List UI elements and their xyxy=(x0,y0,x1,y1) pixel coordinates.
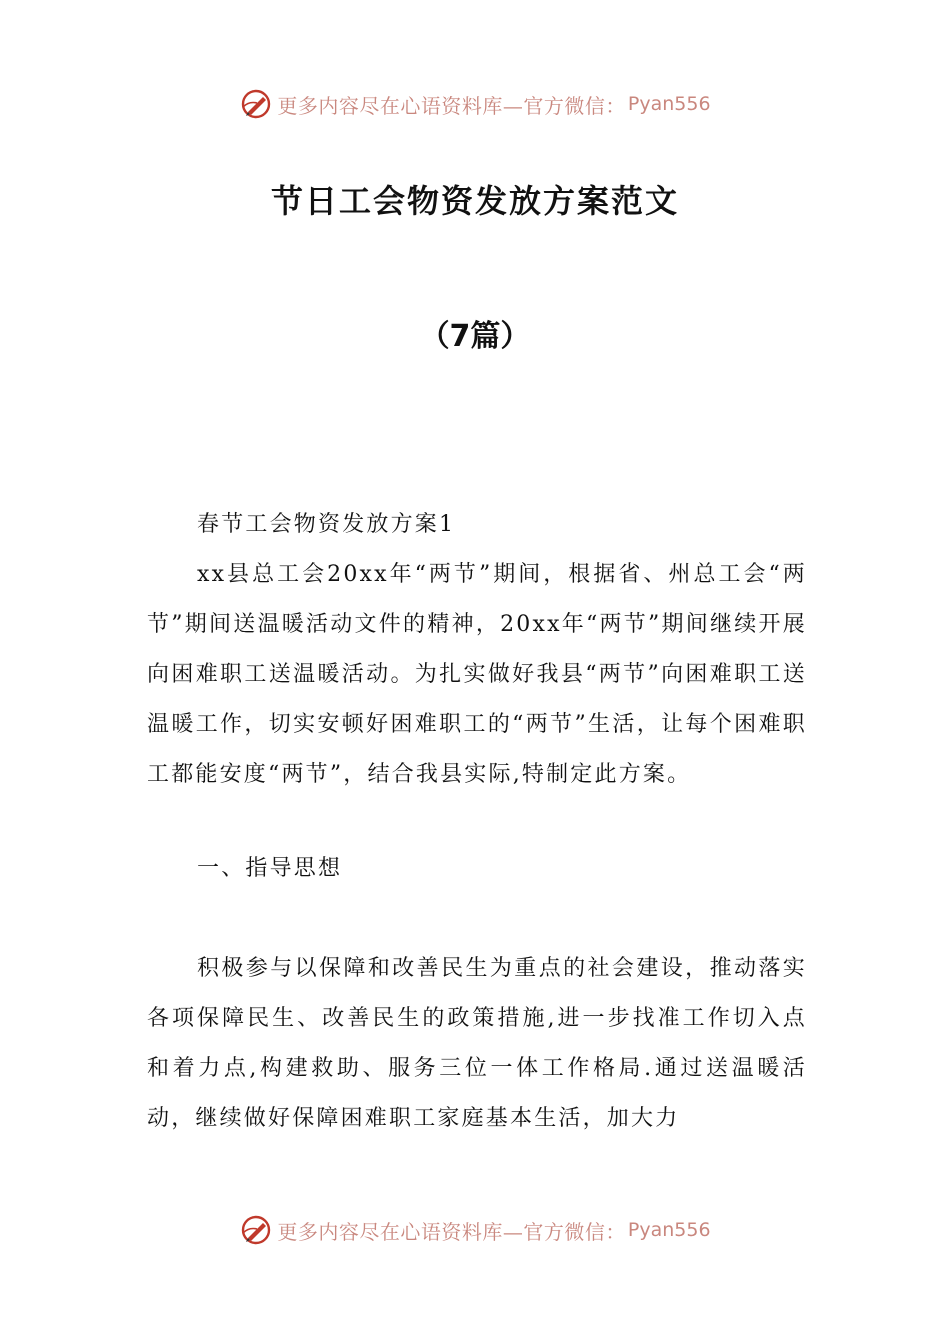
banner-text: 更多内容尽在心语资料库—官方微信： xyxy=(277,1219,626,1244)
banner-wechat-id: Pyan556 xyxy=(627,1219,711,1241)
heading-guiding-ideology: 一、指导思想 xyxy=(197,856,343,881)
document-body xyxy=(147,500,807,1144)
pen-logo-icon xyxy=(239,1213,273,1247)
paragraph-intro: xx县总工会20xx年“两节”期间，根据省、州总工会“两节”期间送温暖活动文件的精神，20xx年“两节”期间继续开展向困难职工送温暖活动。为扎实做好我县“两节”向困难职工送温暖工作，切实安顿好困难职工的“两节”生活，让每个困难职工都能安度“两节”，结合我县实际,特制定此方案。 xyxy=(147,562,807,787)
section-title: 春节工会物资发放方案1 xyxy=(197,512,456,537)
document-title: 节日工会物资发放方案范文 xyxy=(270,182,679,220)
footer-banner xyxy=(0,1210,950,1250)
banner-wechat-id: Pyan556 xyxy=(627,93,711,115)
header-banner xyxy=(0,84,950,124)
paragraph-guiding-ideology: 积极参与以保障和改善民生为重点的社会建设，推动落实各项保障民生、改善民生的政策措施,进一步找准工作切入点和着力点,构建救助、服务三位一体工作格局.通过送温暖活动，继续做好保障困难职工家庭基本生活，加大力 xyxy=(147,956,807,1131)
banner-text: 更多内容尽在心语资料库—官方微信： xyxy=(277,93,626,118)
document-subtitle: （7篇） xyxy=(419,319,531,354)
pen-logo-icon xyxy=(239,87,273,121)
